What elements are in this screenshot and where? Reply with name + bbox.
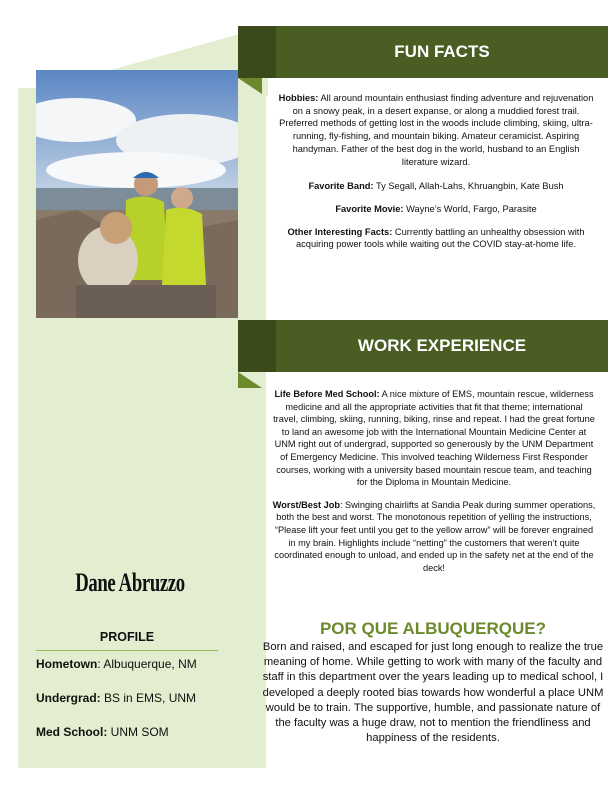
por-que-heading: POR QUE ALBUQUERQUE? — [319, 619, 547, 638]
person-name: Dane Abruzzo — [75, 568, 185, 597]
band-text: Ty Segall, Allah-Lahs, Khruangbin, Kate Bush — [373, 181, 564, 192]
undergrad-item — [36, 691, 196, 705]
med-school-value: UNM SOM — [107, 725, 169, 739]
movie-text: Wayne’s World, Fargo, Parasite — [403, 203, 537, 214]
work-experience-body — [272, 388, 596, 584]
hobbies-text: All around mountain enthusiast finding adventure and rejuvenation on a snowy peak, in a desert expanse, or along a muddied forest trail. Preferred methods of getting lost in the woods include climbing, skiing, ultra-running, fly-fishing, and mountain biking. Amateur ceramicist. Aspiring handyman. Father of the best dog in the world, husband to an English literature wizard. — [279, 93, 594, 167]
hometown-value: : Albuquerque, NM — [97, 657, 197, 671]
band-paragraph — [278, 180, 594, 193]
fun-facts-header — [238, 26, 608, 78]
job-text: : Swinging chairlifts at Sandia Peak during summer operations, both the best and worst. The monotonous repetition of yelling the instructions, “Please lift your feet until you get to the yellow arrow” will be forever engrained in my brain. Highlights include “netting” the customers that weren’t quite coordinated enough to unload, and ended up in the safety net at the end of the deck! — [274, 499, 596, 573]
other-label: Other Interesting Facts: — [287, 226, 393, 237]
undergrad-value: BS in EMS, UNM — [100, 691, 197, 705]
profile-title: PROFILE — [99, 630, 155, 644]
movie-label: Favorite Movie: — [335, 203, 404, 214]
work-experience-heading: WORK EXPERIENCE — [357, 336, 527, 355]
hometown-label: Hometown — [36, 657, 98, 671]
job-label: Worst/Best Job — [272, 499, 340, 510]
header-accent — [238, 320, 276, 372]
fun-facts-body — [278, 92, 594, 261]
header-fold — [238, 78, 262, 94]
worst-best-job-paragraph — [272, 499, 596, 575]
other-facts-paragraph — [278, 226, 594, 251]
header-fold — [238, 372, 262, 388]
before-text: A nice mixture of EMS, mountain rescue, wilderness medicine and all the appropriate activities that fit that theme; international travel, climbing, skiing, running, biking, rinse and repeat. I had the great fortune to land an awesome job with the International Mountain Medicine Center at UNM right out of undergrad, supported so generously by the UNM Department of Emergency Medicine. This involved teaching Wilderness First Responder courses, working with a university based mountain rescue team, and teaching for the Diploma in Mountain Medicine. — [273, 389, 595, 488]
fun-facts-heading: FUN FACTS — [394, 42, 490, 61]
hobbies-label: Hobbies: — [278, 93, 319, 103]
before-med-school-paragraph — [272, 388, 596, 489]
hometown-item — [36, 657, 197, 671]
other-text: Currently battling an unhealthy obsession with acquiring power tools while waiting out the COVID stay-at-home life. — [295, 226, 585, 250]
med-school-item — [36, 725, 169, 739]
hobbies-paragraph — [278, 92, 594, 168]
profile-divider — [36, 650, 218, 651]
before-label: Life Before Med School: — [274, 389, 380, 399]
band-label: Favorite Band: — [308, 181, 374, 192]
undergrad-label: Undergrad: — [36, 691, 101, 705]
header-accent — [238, 26, 276, 78]
med-school-label: Med School: — [36, 725, 108, 739]
work-experience-header — [238, 320, 608, 372]
por-que-text: Born and raised, and escaped for just long enough to realize the true meaning of home. While getting to work with many of the faculty and staff in this department over the years leading up to medical school, I developed a deeply rooted bias towards how wonderful a place UNM would be to train. The supportive, humble, and passionate nature of the faculty was a huge draw, not to mention the friendliness and happiness of the residents. — [262, 641, 604, 745]
movie-paragraph — [278, 203, 594, 216]
profile-photo — [36, 70, 238, 318]
mountain-summit-photo — [36, 70, 238, 318]
